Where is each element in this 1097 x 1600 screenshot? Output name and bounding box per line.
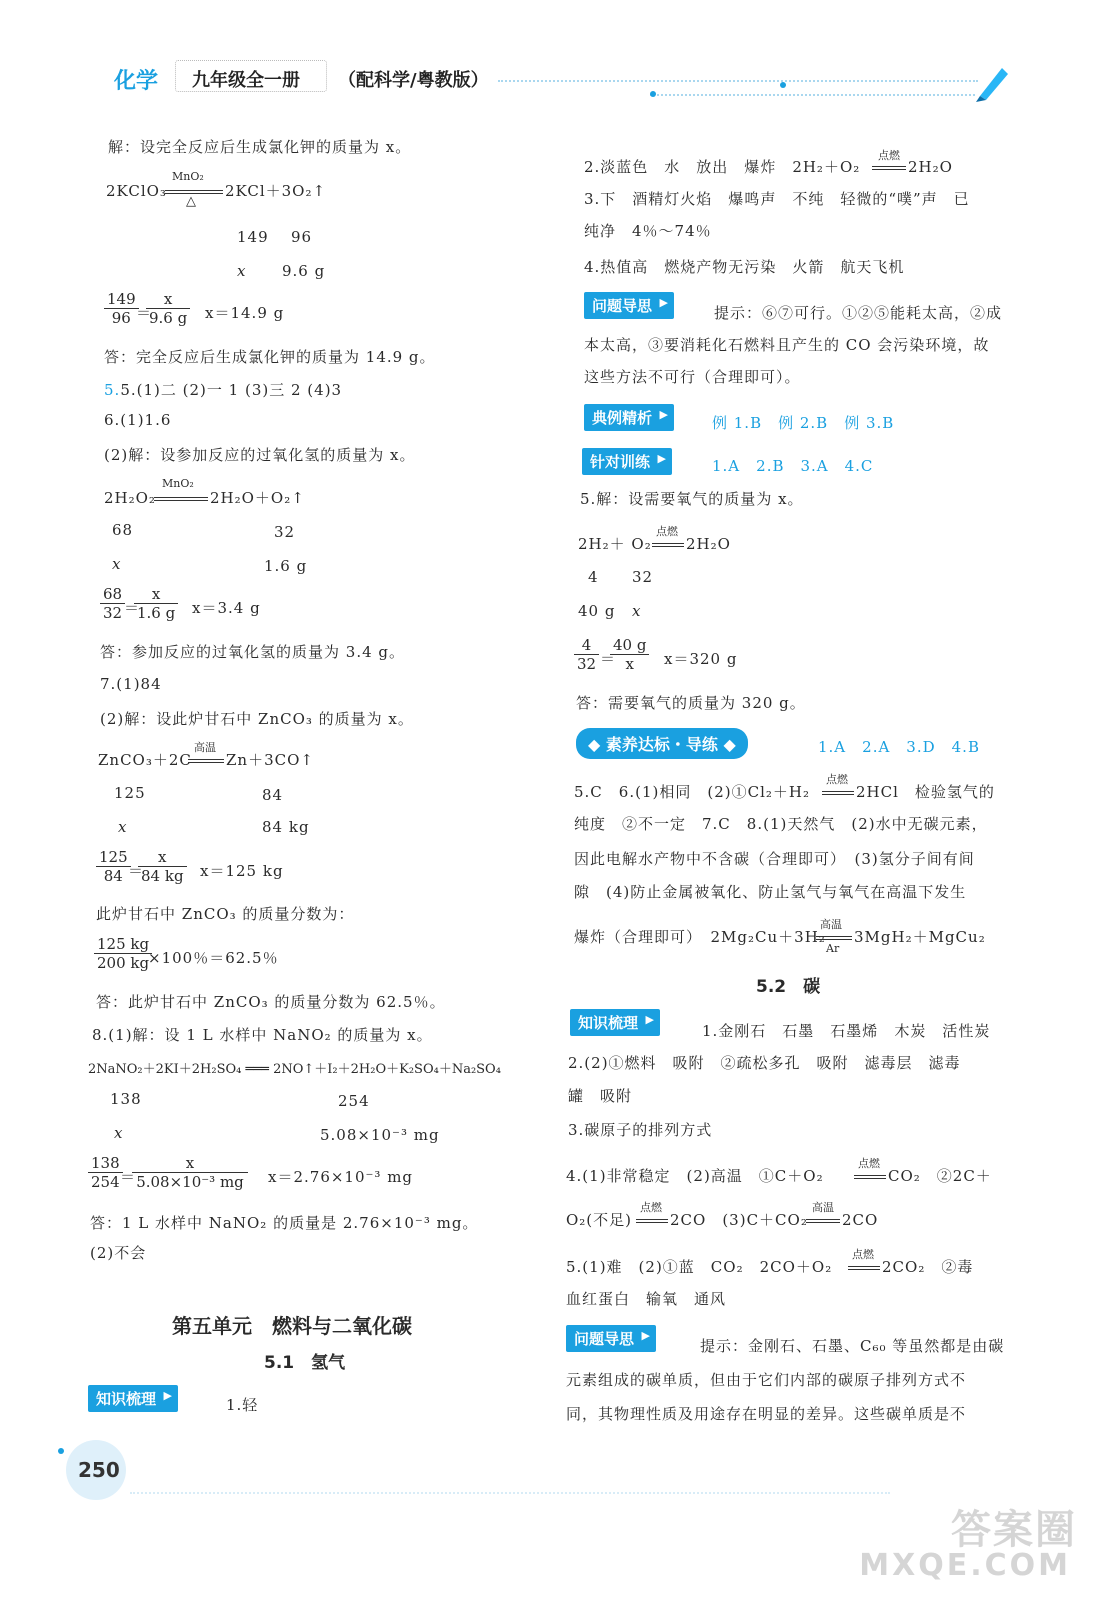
equals-sign: ＝ <box>136 304 153 322</box>
equation-line <box>154 500 208 501</box>
question-7-2: (2)解：设此炉甘石中 ZnCO₃ 的质量为 x。 <box>100 710 414 728</box>
equals-sign: ＝ <box>128 862 145 880</box>
answer: 答：此炉甘石中 ZnCO₃ 的质量分数为 62.5％。 <box>96 993 446 1011</box>
equals-sign: ＝ <box>600 650 617 668</box>
equation-condition: 点燃 <box>640 1201 662 1214</box>
known-value: 40 g <box>578 602 616 620</box>
question-5: 5.解：设需要氧气的质量为 x。 <box>580 490 804 508</box>
equation-condition: 点燃 <box>656 525 678 538</box>
hint-line: 提示：金刚石、石墨、C₆₀ 等虽然都是由碳 <box>700 1337 1005 1355</box>
section-title: 5.2 碳 <box>756 977 821 997</box>
answer: 答：1 L 水样中 NaNO₂ 的质量是 2.76×10⁻³ mg。 <box>90 1214 479 1232</box>
hint-line: 元素组成的碳单质，但由于它们内部的碳原子排列方式不 <box>566 1371 967 1389</box>
equation-line <box>816 939 852 940</box>
answer-line: O₂(不足) <box>566 1211 633 1229</box>
page-number: 250 <box>78 1458 120 1482</box>
equation-right: CO₂ ②2C＋ <box>888 1167 992 1185</box>
equation-line <box>636 1219 668 1220</box>
answer: 答：完全反应后生成氯化钾的质量为 14.9 g。 <box>104 348 436 366</box>
mass-value: 125 <box>114 784 146 802</box>
section-title: 5.1 氢气 <box>264 1353 346 1373</box>
mass-value: 68 <box>112 521 134 539</box>
result: x＝125 kg <box>200 862 284 880</box>
section-tag: 针对训练 ▶ <box>582 448 672 475</box>
header-dot <box>780 82 786 88</box>
hint-line: 这些方法不可行（合理即可）。 <box>584 368 801 386</box>
answer-line: 5.(1)难 (2)①蓝 CO₂ 2CO＋O₂ <box>566 1258 833 1276</box>
unit-title: 第五单元 燃料与二氧化碳 <box>172 1314 412 1338</box>
equation-line <box>854 1178 886 1179</box>
equation-right: 2CO₂ ②毒 <box>882 1258 974 1276</box>
training-answers: 1.A 2.B 3.A 4.C <box>712 457 874 475</box>
answer-line: 爆炸（合理即可） 2Mg₂Cu＋3H₂ <box>574 928 826 946</box>
section-tag: 典例精析 ▶ <box>584 404 674 431</box>
mass-value: 32 <box>632 568 654 586</box>
known-value: 9.6 g <box>282 262 326 280</box>
fraction: $\frac{x}{9.6 g}$ <box>146 290 190 327</box>
watermark: 答案圈 <box>951 1507 1077 1553</box>
equation-right: 2HCl 检验氢气的 <box>856 783 995 801</box>
fraction: $\frac{x}{1.6 g}$ <box>134 585 178 622</box>
example-answers: 例 1.B 例 2.B 例 3.B <box>712 414 895 432</box>
mass-value: 32 <box>274 523 296 541</box>
fraction: $\frac{40 g}{x}$ <box>610 636 649 673</box>
equation-line <box>154 497 208 498</box>
answer-line: 纯净 4％～74％ <box>584 222 712 240</box>
equation-condition: 点燃 <box>858 1157 880 1170</box>
equation-right: 3MgH₂＋MgCu₂ <box>854 928 986 946</box>
equation-left: 2H₂＋ O₂ <box>578 535 652 553</box>
hint-line: 同，其物理性质及用途存在明显的差异。这些碳单质是不 <box>566 1405 967 1423</box>
equation-line <box>188 759 224 760</box>
answer-line: 4.热值高 燃烧产物无污染 火箭 航天飞机 <box>584 258 905 276</box>
equation-line <box>806 1222 840 1223</box>
known-value: 84 kg <box>262 818 310 836</box>
footer-divider <box>130 1492 890 1494</box>
mass-value: 138 <box>110 1090 142 1108</box>
fraction: $\frac{149}{96}$ <box>104 290 139 327</box>
equation-left: ZnCO₃＋2C <box>98 751 192 769</box>
fraction: $\frac{125}{84}$ <box>96 848 131 885</box>
question-8: 8.(1)解：设 1 L 水样中 NaNO₂ 的质量为 x。 <box>92 1026 433 1044</box>
answer-line: 隙 (4)防止金属被氧化、防止氢气与氧气在高温下发生 <box>574 883 967 901</box>
equation-line <box>652 543 684 544</box>
unknown-value: x <box>118 818 128 836</box>
question-7: 7.(1)84 <box>100 675 162 693</box>
answer-line: 罐 吸附 <box>568 1087 633 1105</box>
question-8-2: (2)不会 <box>90 1244 147 1262</box>
header-edition: （配科学/粤教版） <box>338 70 489 91</box>
question-5: 5.5.(1)二 (2)一 1 (3)三 2 (4)3 <box>104 381 343 399</box>
left-line: 解：设完全反应后生成氯化钾的质量为 x。 <box>108 138 412 156</box>
answer-line: 1.金刚石 石墨 石墨烯 木炭 活性炭 <box>702 1022 991 1040</box>
answer-line: 纯度 ②不一定 7.C 8.(1)天然气 (2)水中无碳元素， <box>574 815 988 833</box>
equation-line <box>652 546 684 547</box>
equation-condition: MnO₂ <box>162 477 194 490</box>
hint-line: 提示：⑥⑦可行。①②⑤能耗太高，②成 <box>714 304 1003 322</box>
equation-line <box>848 1269 880 1270</box>
equation-right: 2H₂O <box>686 535 731 553</box>
known-value: 5.08×10⁻³ mg <box>320 1126 440 1144</box>
mass-value: 96 <box>291 228 313 246</box>
result: x＝320 g <box>664 650 738 668</box>
mass-value: 149 <box>237 228 269 246</box>
equation-line <box>816 936 852 937</box>
equation-left: 2H₂O₂ <box>104 489 156 507</box>
equals-sign: ＝ <box>124 599 141 617</box>
answer: 答：参加反应的过氧化氢的质量为 3.4 g。 <box>100 643 405 661</box>
answer-line: 血红蛋白 输氧 通风 <box>566 1290 727 1308</box>
section-banner: ◆ 素养达标・导练 ◆ <box>576 728 748 759</box>
answer-line: 4.(1)非常稳定 (2)高温 ①C＋O₂ <box>566 1167 824 1185</box>
equation-line <box>165 190 223 191</box>
equation-left: 2KClO₃ <box>106 182 167 200</box>
section-tag: 问题导思 ▶ <box>584 292 674 319</box>
fraction: $\frac{x}{84 kg}$ <box>138 848 187 885</box>
equation-condition: Ar <box>826 942 840 955</box>
header-divider-lower <box>650 94 975 96</box>
equation-right: Zn＋3CO↑ <box>226 751 314 769</box>
equation-right: 2CO (3)C＋CO₂ <box>670 1211 808 1229</box>
fraction: $\frac{68}{32}$ <box>100 585 125 622</box>
mass-fraction-line: 此炉甘石中 ZnCO₃ 的质量分数为： <box>96 905 355 923</box>
answer-line: 3.下 酒精灯火焰 爆鸣声 不纯 轻微的“噗”声 已 <box>584 190 970 208</box>
answer-line: 5.C 6.(1)相同 (2)①Cl₂＋H₂ <box>574 783 810 801</box>
known-value: 1.6 g <box>264 557 308 575</box>
equation-condition: 高温 <box>820 918 842 931</box>
answer-line: 3.碳原子的排列方式 <box>568 1121 713 1139</box>
answer-line: 2.(2)①燃料 吸附 ②疏松多孔 吸附 滤毒层 滤毒 <box>568 1054 961 1072</box>
answer-line: 2.淡蓝色 水 放出 爆炸 2H₂＋O₂ <box>584 158 861 176</box>
equation-right: 2H₂O＋O₂↑ <box>210 489 305 507</box>
mass-value: 84 <box>262 786 284 804</box>
pen-icon <box>972 60 1012 104</box>
equation-condition: 点燃 <box>852 1248 874 1261</box>
equation-line <box>854 1175 886 1176</box>
question-6-2: (2)解：设参加反应的过氧化氢的质量为 x。 <box>104 446 416 464</box>
equation-line <box>822 791 854 792</box>
equation-condition: 高温 <box>194 741 216 754</box>
question-6: 6.(1)1.6 <box>104 411 172 429</box>
result: ×100％＝62.5％ <box>148 949 279 967</box>
equation-line <box>636 1222 668 1223</box>
answer-line: 因此电解水产物中不含碳（合理即可） (3)氢分子间有间 <box>574 850 975 868</box>
equation-line <box>848 1266 880 1267</box>
equation-condition: 高温 <box>812 1201 834 1214</box>
unknown-value: x <box>114 1124 124 1142</box>
section-tag: 知识梳理 ▶ <box>570 1009 660 1036</box>
header-dot <box>650 91 656 97</box>
header-divider <box>498 80 978 82</box>
unknown-value: x <box>112 555 122 573</box>
answer-line: 1.轻 <box>226 1396 259 1414</box>
equation-line <box>872 169 906 170</box>
equation-right: 2CO <box>842 1211 879 1229</box>
equation-line <box>822 794 854 795</box>
header-grade: 九年级全一册 <box>192 70 300 91</box>
header-subject: 化学 <box>114 69 159 94</box>
equation-line <box>872 166 906 167</box>
watermark-url: MXQE.COM <box>859 1548 1071 1583</box>
equation-right: 2KCl＋3O₂↑ <box>225 182 327 200</box>
quality-answers: 1.A 2.A 3.D 4.B <box>818 738 980 756</box>
answer: 答：需要氧气的质量为 320 g。 <box>576 694 806 712</box>
hint-line: 本太高，③要消耗化石燃料且产生的 CO 会污染环境，故 <box>584 336 990 354</box>
equation-line <box>806 1219 840 1220</box>
equation-condition: 点燃 <box>826 773 848 786</box>
section-tag: 问题导思 ▶ <box>566 1325 656 1352</box>
mass-value: 254 <box>338 1092 370 1110</box>
unknown-value: x <box>632 602 642 620</box>
equation-condition: MnO₂ <box>172 170 204 183</box>
fraction: $\frac{x}{\text{5.08×10⁻³ mg}}$ <box>132 1154 248 1191</box>
mass-value: 4 <box>588 568 599 586</box>
fraction: $\frac{138}{254}$ <box>88 1154 123 1191</box>
footer-dot <box>58 1448 64 1454</box>
equation-condition: 点燃 <box>878 149 900 162</box>
equation: 2NaNO₂＋2KI＋2H₂SO₄ ═══ 2NO↑＋I₂＋2H₂O＋K₂SO₄＋Na₂SO₄ <box>88 1062 501 1077</box>
result: x＝2.76×10⁻³ mg <box>268 1168 414 1186</box>
fraction: $\frac{125 kg}{200 kg}$ <box>94 935 152 972</box>
result: x＝3.4 g <box>192 599 261 617</box>
section-tag: 知识梳理 ▶ <box>88 1385 178 1412</box>
equation-heat: △ <box>186 194 196 209</box>
fraction: $\frac{4}{32}$ <box>574 636 599 673</box>
unknown-value: x <box>237 262 247 280</box>
equals-sign: ＝ <box>120 1168 137 1186</box>
result: x＝14.9 g <box>205 304 285 322</box>
equation-line <box>188 762 224 763</box>
equation-right: 2H₂O <box>908 158 953 176</box>
